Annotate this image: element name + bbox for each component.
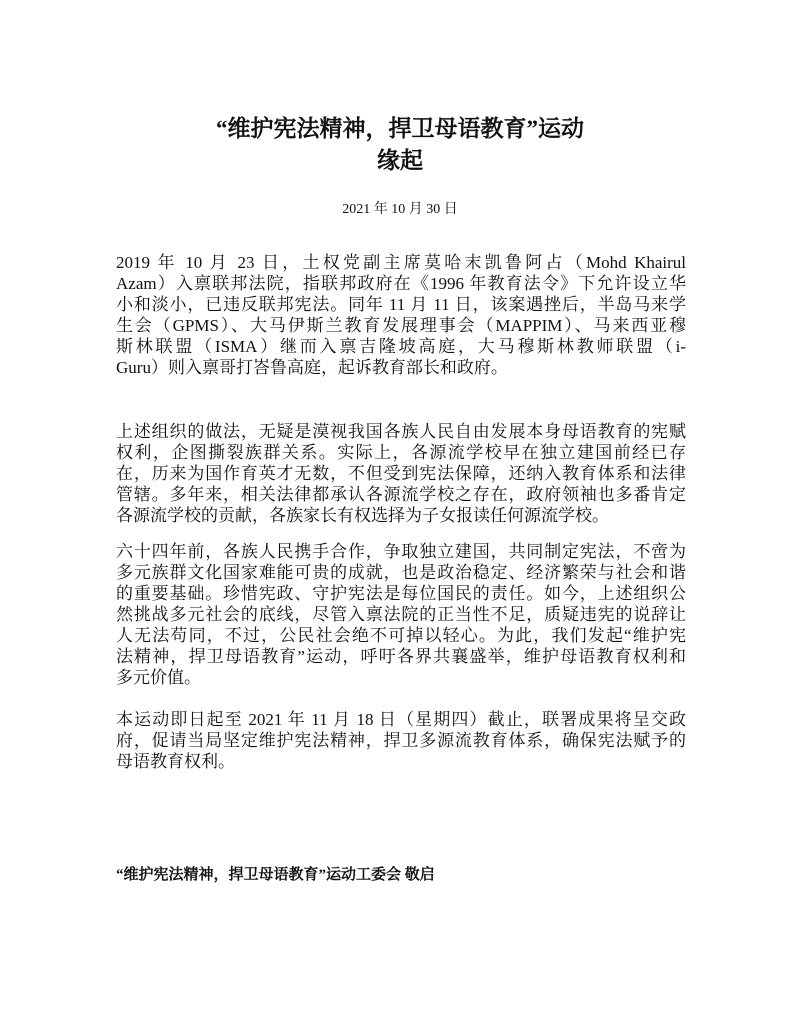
paragraph-1: [116, 252, 686, 378]
text-line: 2019 年 10 月 23 日，土权党副主席莫哈末凯鲁阿占（Mohd Khairul: [116, 253, 686, 272]
text-line: 上述组织的做法，无疑是漠视我国各族人民自由发展本身母语教育的宪赋: [116, 422, 686, 441]
text-line: 本运动即日起至 2021 年 11 月 18 日（星期四）截止，联署成果将呈交政: [116, 710, 686, 729]
paragraph-3: [116, 541, 686, 688]
document-date: 2021 年 10 月 30 日: [342, 202, 458, 217]
text-line: 斯林联盟（ISMA）继而入禀吉隆坡高庭，大马穆斯林教师联盟（i-: [116, 337, 686, 356]
text-line: Azam）入禀联邦法院，指联邦政府在《1996 年教育法令》下允许设立华: [116, 274, 686, 293]
text-line: 的重要基础。珍惜宪政、守护宪法是每位国民的责任。如今，上述组织公: [116, 584, 686, 603]
text-line: 人无法苟同，不过，公民社会绝不可掉以轻心。为此，我们发起“维护宪: [116, 626, 686, 645]
text-line: 六十四年前，各族人民携手合作，争取独立建国，共同制定宪法，不啻为: [116, 542, 686, 561]
text-line: 法精神，捍卫母语教育”运动，呼吁各界共襄盛举，维护母语教育权利和: [116, 647, 686, 666]
text-line: 小和淡小，已违反联邦宪法。同年 11 月 11 日，该案遇挫后，半岛马来学: [116, 295, 686, 314]
text-line: 各源流学校的贡献，各族家长有权选择为子女报读任何源流学校。: [116, 506, 609, 525]
text-line: 母语教育权利。: [116, 752, 235, 771]
paragraph-4: [116, 709, 686, 772]
signature-line: “维护宪法精神，捍卫母语教育”运动工委会 敬启: [116, 867, 435, 883]
text-line: 然挑战多元社会的底线，尽管入禀法院的正当性不足，质疑违宪的说辞让: [116, 605, 686, 624]
text-line: 多元价值。: [116, 668, 201, 687]
document-title: “维护宪法精神，捍卫母语教育”运动: [216, 116, 584, 141]
text-line: 管辖。多年来，相关法律都承认各源流学校之存在，政府领袖也多番肯定: [116, 485, 686, 504]
text-line: 生会（GPMS）、大马伊斯兰教育发展理事会（MAPPIM）、马来西亚穆: [116, 316, 686, 335]
text-line: 多元族群文化国家难能可贵的成就，也是政治稳定、经济繁荣与社会和谐: [116, 563, 686, 582]
text-line: Guru）则入禀哥打峇鲁高庭，起诉教育部长和政府。: [116, 358, 508, 377]
text-line: 在，历来为国作育英才无数，不但受到宪法保障，还纳入教育体系和法律: [116, 464, 686, 483]
text-line: 权利，企图撕裂族群关系。实际上，各源流学校早在独立建国前经已存: [116, 443, 686, 462]
document-subtitle: 缘起: [377, 148, 423, 173]
paragraph-2: [116, 421, 686, 526]
text-line: 府，促请当局坚定维护宪法精神，捍卫多源流教育体系，确保宪法赋予的: [116, 731, 686, 750]
